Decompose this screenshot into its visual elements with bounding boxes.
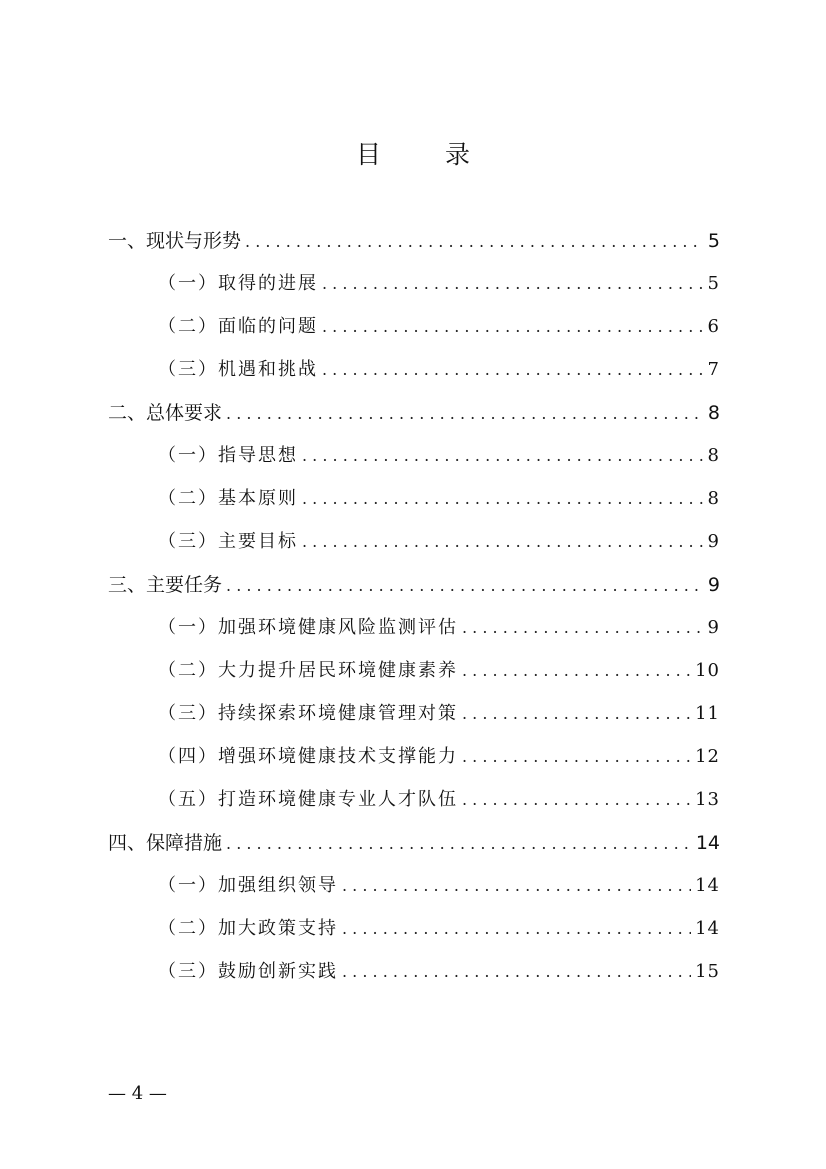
toc-entry-page: 5 <box>707 273 720 294</box>
toc-leader-dots <box>462 785 691 815</box>
toc-entry-page: 10 <box>695 660 720 681</box>
toc-leader-dots <box>322 269 704 299</box>
page-number: — 4 — <box>108 1083 167 1104</box>
toc-leader-dots <box>462 742 691 772</box>
toc-entry-page: 14 <box>695 875 720 896</box>
toc-leader-dots <box>226 829 692 859</box>
toc-leader-dots <box>302 441 704 471</box>
toc-entry[interactable] <box>158 656 720 686</box>
page-title: 目 录 <box>356 140 498 169</box>
toc-entry[interactable] <box>158 484 720 514</box>
toc-entry-label: 三、主要任务 <box>108 574 223 596</box>
toc-leader-dots <box>462 613 704 643</box>
toc-leader-dots <box>342 914 691 944</box>
toc-entry-page: 9 <box>707 617 720 638</box>
toc-entry[interactable] <box>158 441 720 471</box>
toc-entry-label: 四、保障措施 <box>108 832 223 854</box>
toc-entry-label: （四）增强环境健康技术支撑能力 <box>158 746 458 767</box>
toc-entry-label: 二、总体要求 <box>108 402 223 424</box>
toc-entry-label: （三）鼓励创新实践 <box>158 961 338 982</box>
toc-entry-page: 6 <box>707 316 720 337</box>
toc-leader-dots <box>342 957 691 987</box>
toc-entry[interactable] <box>108 828 720 858</box>
toc-entry-label: （一）取得的进展 <box>158 273 318 294</box>
toc-entry-page: 15 <box>695 961 720 982</box>
toc-entry-page: 8 <box>707 488 720 509</box>
toc-entry-label: （二）加大政策支持 <box>158 918 338 939</box>
toc-entry-page: 8 <box>707 402 720 424</box>
toc-entry-page: 7 <box>707 359 720 380</box>
toc-entry[interactable] <box>158 269 720 299</box>
toc-entry[interactable] <box>158 957 720 987</box>
toc-leader-dots <box>226 571 704 601</box>
toc-entry-label: （三）机遇和挑战 <box>158 359 318 380</box>
toc-leader-dots <box>245 227 704 257</box>
toc-leader-dots <box>462 656 691 686</box>
toc-entry[interactable] <box>158 914 720 944</box>
toc-entry[interactable] <box>158 742 720 772</box>
toc-entry-page: 14 <box>695 832 720 854</box>
toc-entry[interactable] <box>158 355 720 385</box>
toc-entry-page: 11 <box>695 703 720 724</box>
toc-entry-page: 12 <box>695 746 720 767</box>
toc-leader-dots <box>462 699 691 729</box>
toc-entry[interactable] <box>158 699 720 729</box>
toc-entry-page: 14 <box>695 918 720 939</box>
toc-entry-label: （三）主要目标 <box>158 531 298 552</box>
toc-entry-label: （三）持续探索环境健康管理对策 <box>158 703 458 724</box>
toc-entry-label: （二）面临的问题 <box>158 316 318 337</box>
toc-entry-page: 13 <box>695 789 720 810</box>
toc-leader-dots <box>342 871 691 901</box>
toc-entry[interactable] <box>158 312 720 342</box>
toc-entry-label: （二）基本原则 <box>158 488 298 509</box>
toc-entry-label: 一、现状与形势 <box>108 230 242 252</box>
toc-entry-label: （一）指导思想 <box>158 445 298 466</box>
toc-leader-dots <box>302 484 704 514</box>
toc-leader-dots <box>226 399 704 429</box>
toc-leader-dots <box>322 312 704 342</box>
toc-entry-page: 5 <box>707 230 720 252</box>
toc-entry[interactable] <box>108 570 720 600</box>
toc-entry-label: （一）加强环境健康风险监测评估 <box>158 617 458 638</box>
toc-entry[interactable] <box>108 398 720 428</box>
toc-leader-dots <box>322 355 704 385</box>
toc-entry-page: 8 <box>707 445 720 466</box>
toc-entry-label: （一）加强组织领导 <box>158 875 338 896</box>
toc-entry[interactable] <box>108 226 720 256</box>
toc-entry[interactable] <box>158 613 720 643</box>
toc-entry-label: （二）大力提升居民环境健康素养 <box>158 660 458 681</box>
toc-entry[interactable] <box>158 871 720 901</box>
toc-entry[interactable] <box>158 527 720 557</box>
toc-entry-label: （五）打造环境健康专业人才队伍 <box>158 789 458 810</box>
toc-leader-dots <box>302 527 704 557</box>
toc-entry-page: 9 <box>707 574 720 596</box>
toc-entry-page: 9 <box>707 531 720 552</box>
toc-entry[interactable] <box>158 785 720 815</box>
